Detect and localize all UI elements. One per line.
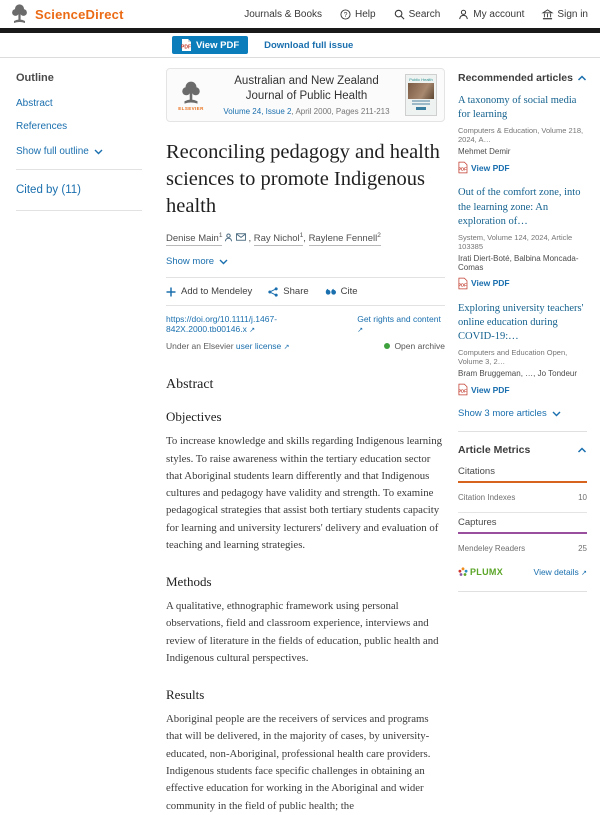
- open-archive-dot-icon: [384, 343, 390, 349]
- recommended-article-source: Computers and Education Open, Volume 3, 2…: [458, 348, 568, 367]
- cover-photo: [408, 83, 434, 99]
- sidebar-divider: [16, 210, 142, 211]
- download-full-issue-link[interactable]: Download full issue: [264, 39, 354, 51]
- outline-sidebar: [0, 58, 160, 225]
- results-text: Aboriginal people are the receivers of services and programs that will be delivered, in the majority of cases, by university-educated, non-Aboriginal, professional health care providers. Indigenous students face specific challenges in obtaining an effective education for working in the Aboriginal and wider community in the field of public health; the: [166, 713, 431, 812]
- author-link[interactable]: Ray Nichol$^1$: [253, 232, 304, 245]
- doi-link[interactable]: https://doi.org/10.1111/j.1467-842X.2000.tb00146.x ↗: [166, 314, 278, 335]
- journal-cover-thumbnail[interactable]: Public Health: [405, 74, 437, 116]
- article-title: Reconciling pedagogy and health sciences to promote Indigenous health: [166, 141, 440, 218]
- elsevier-tree-icon: [10, 3, 29, 25]
- journal-banner: [166, 68, 445, 122]
- author-link[interactable]: Denise Main$^1$: [166, 232, 223, 245]
- show-more-articles-button[interactable]: Show 3 more articles: [458, 408, 587, 419]
- elsevier-journal-logo[interactable]: [174, 80, 208, 111]
- view-pdf-link[interactable]: PDF View PDF: [458, 384, 510, 395]
- recommended-article: [458, 302, 587, 396]
- institution-icon: [542, 9, 553, 20]
- recommended-article: [458, 94, 587, 173]
- sidebar-divider: [458, 591, 587, 592]
- recommended-article-title[interactable]: Out of the comfort zone, into the learning zone: An exploration of…: [458, 187, 581, 227]
- external-link-icon: ↗: [581, 570, 587, 578]
- collapse-chevron-up-icon[interactable]: [577, 75, 587, 81]
- email-envelope-icon[interactable]: [236, 233, 246, 242]
- user-license-link[interactable]: user license ↗: [235, 341, 290, 352]
- mendeley-readers-label: Mendeley Readers: [458, 544, 526, 554]
- citation-indexes-label: Citation Indexes: [458, 493, 516, 503]
- pdf-icon: [181, 39, 191, 51]
- outline-item-abstract[interactable]: Abstract: [16, 98, 53, 109]
- recommended-article-title[interactable]: Exploring university teachers' online education during COVID-19:…: [458, 302, 584, 343]
- mendeley-readers-value: 25: [578, 544, 587, 554]
- abstract-heading: Abstract: [166, 377, 214, 393]
- external-link-icon: ↗: [283, 344, 290, 352]
- metrics-group-captures: [458, 517, 587, 563]
- chevron-down-icon: [552, 411, 561, 417]
- pdf-icon: [458, 384, 467, 395]
- captures-label: Captures: [458, 517, 497, 529]
- show-more-button[interactable]: Show more: [166, 256, 445, 267]
- recommended-article-authors: Mehmet Demir: [458, 147, 511, 157]
- nav-help[interactable]: ? Help: [340, 9, 376, 20]
- journal-title-link[interactable]: Australian and New Zealand Journal of Public Health: [234, 75, 379, 102]
- results-heading: Results: [166, 687, 205, 703]
- svg-text:?: ?: [343, 11, 348, 19]
- external-link-icon: ↗: [357, 327, 364, 335]
- article-main: [160, 58, 450, 815]
- citation-indexes-value: 10: [578, 493, 587, 503]
- plus-icon: [166, 287, 176, 297]
- recommended-article-authors: Bram Bruggeman, …, Jo Tondeur: [458, 369, 578, 379]
- plumx-flower-icon: [458, 567, 468, 577]
- collapse-chevron-up-icon[interactable]: [577, 447, 587, 453]
- top-nav: [244, 9, 588, 20]
- plumx-logo[interactable]: PLUMX: [458, 567, 503, 577]
- show-full-outline-button[interactable]: Show full outline: [16, 146, 142, 157]
- person-icon: [458, 9, 469, 20]
- svg-text:PDF: PDF: [458, 389, 467, 395]
- view-pdf-button[interactable]: PDF View PDF: [172, 36, 248, 54]
- methods-heading: Methods: [166, 574, 212, 590]
- cite-button[interactable]: Cite: [325, 286, 358, 297]
- nav-sign-in[interactable]: Sign in: [542, 9, 588, 20]
- brand-wordmark: ScienceDirect: [35, 6, 124, 22]
- view-pdf-link[interactable]: PDF View PDF: [458, 278, 510, 289]
- author-person-icon[interactable]: [224, 233, 233, 242]
- recommended-article: [458, 186, 587, 289]
- search-icon: [394, 9, 405, 20]
- author-link[interactable]: Raylene Fennell$^2$: [308, 232, 381, 245]
- get-rights-link[interactable]: Get rights and content ↗: [357, 314, 441, 335]
- top-header: [0, 0, 600, 28]
- objectives-text: To increase knowledge and skills regarding Indigenous learning styles. To raise awareness within the tertiary education sector that Aboriginal students learn differently and that Indigenous cultures and pedagogy have validity and strength. To examine pedagogical strategies that assist both tertiary students capacity for learning and university lecturers' delivery and evaluation of teaching and learning strategies.: [166, 435, 442, 551]
- author-list: Denise Main$^1$ , Ray Nichol$^1$, Raylene Fennell$^2$: [166, 232, 381, 245]
- open-archive-badge: Open archive: [384, 341, 445, 351]
- chevron-down-icon: [219, 259, 228, 265]
- objectives-heading: Objectives: [166, 409, 222, 425]
- article-actions: [166, 278, 445, 305]
- outline-item-references[interactable]: References: [16, 121, 68, 132]
- svg-text:PDF: PDF: [458, 166, 467, 172]
- license-text: Under an Elsevier user license ↗: [166, 341, 290, 352]
- recommended-article-title[interactable]: A taxonomy of social media for learning: [458, 95, 577, 121]
- quote-icon: [325, 287, 336, 296]
- sidebar-divider: [16, 169, 142, 170]
- sciencedirect-logo[interactable]: [10, 3, 124, 25]
- elsevier-wordmark: ELSEVIER: [178, 105, 204, 111]
- volume-issue-link[interactable]: Volume 24, Issue 2: [223, 106, 292, 116]
- journal-issue-info: Volume 24, Issue 2, April 2000, Pages 211-213: [223, 106, 390, 116]
- svg-text:PDF: PDF: [181, 44, 191, 51]
- recommended-article-source: Computers & Education, Volume 218, 2024, A…: [458, 126, 584, 145]
- external-link-icon: ↗: [249, 327, 256, 335]
- pdf-icon: [458, 278, 467, 289]
- recommended-articles-heading: Recommended articles: [458, 72, 573, 84]
- help-icon: [340, 9, 351, 20]
- nav-search[interactable]: Search: [394, 9, 441, 20]
- recommended-article-authors: Irati Diert-Boté, Balbina Moncada-Comas: [458, 253, 579, 272]
- article-toolbar: [0, 33, 600, 58]
- article-metrics-heading: Article Metrics: [458, 444, 531, 457]
- metrics-group-citations: [458, 466, 587, 513]
- right-sidebar: [450, 58, 595, 604]
- share-button[interactable]: Share: [268, 286, 308, 297]
- pdf-icon: [458, 162, 467, 173]
- svg-text:PDF: PDF: [458, 282, 467, 288]
- chevron-down-icon: [94, 149, 103, 155]
- captures-accent-line: [458, 532, 587, 534]
- cited-by-link[interactable]: Cited by (11): [16, 184, 81, 196]
- divider: [166, 305, 445, 306]
- share-icon: [268, 287, 278, 297]
- sidebar-divider: [458, 431, 587, 432]
- nav-my-account[interactable]: My account: [458, 9, 524, 20]
- methods-text: A qualitative, ethnographic framework using personal observations, field and classroom experience, interviews and review of literature in the fields of education, public health and Indigenous cultural perspectives.: [166, 600, 439, 664]
- view-pdf-link[interactable]: PDF View PDF: [458, 162, 510, 173]
- add-to-mendeley-button[interactable]: Add to Mendeley: [166, 286, 252, 297]
- outline-heading: Outline: [16, 72, 54, 84]
- citations-label: Citations: [458, 466, 495, 478]
- nav-journals-books[interactable]: Journals & Books: [244, 8, 323, 20]
- abstract-section: [166, 377, 445, 815]
- recommended-article-source: System, Volume 124, 2024, Article 103385: [458, 232, 573, 251]
- view-details-link[interactable]: View details ↗: [533, 567, 587, 578]
- citations-accent-line: [458, 481, 587, 483]
